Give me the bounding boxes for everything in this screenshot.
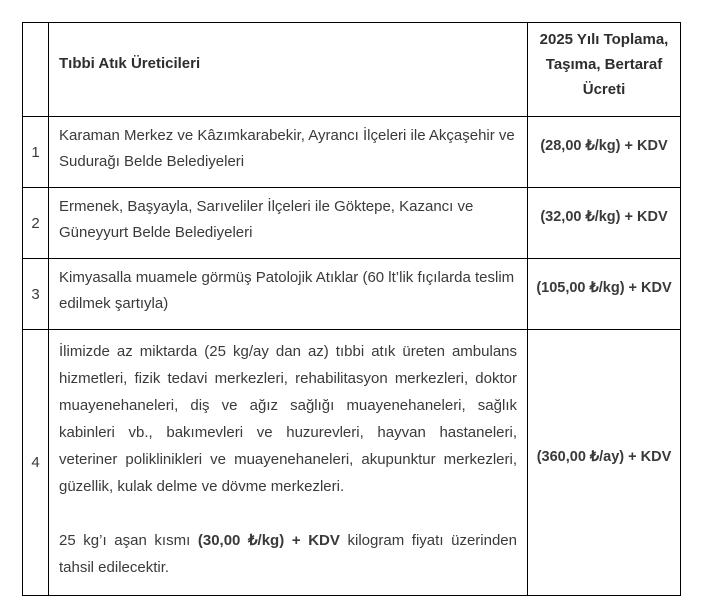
table-row <box>23 117 681 188</box>
row-description: Ermenek, Başyayla, Sarıveliler İlçeleri ile Göktepe, Kazancı ve Güneyyurt Belde Belediyeleri <box>49 188 528 259</box>
row4-paragraph-small-producers: İlimizde az miktarda (25 kg/ay dan az) tıbbi atık üreten ambulans hizmetleri, fizik tedavi merkezleri, rehabilitasyon merkezleri, doktor muayenehaneleri, diş ve ağız sağlığı muayenehaneleri, sağlık kabinleri vb., bakımevleri ve huzurevleri, hayvan hastaneleri, veteriner poliklinikleri ve muayenehaneleri, akupunktur merkezleri, güzellik, kulak delme ve dövme merkezleri. <box>59 343 517 495</box>
row-fee: (32,00 ₺/kg) + KDV <box>528 188 681 259</box>
row-number: 1 <box>23 117 49 188</box>
header-row <box>23 23 681 117</box>
row-number: 2 <box>23 188 49 259</box>
table-row <box>23 259 681 330</box>
header-number-cell <box>23 23 49 117</box>
row-description <box>49 330 528 596</box>
row-description: Kimyasalla muamele görmüş Patolojik Atıklar (60 lt’lik fıçılarda teslim edilmek şartıyla) <box>49 259 528 330</box>
excess-prefix-text: 25 kg’ı aşan kısmı <box>59 532 198 549</box>
table-row <box>23 330 681 596</box>
excess-fee-bold: (30,00 ₺/kg) + KDV <box>197 532 340 549</box>
row-fee: (105,00 ₺/kg) + KDV <box>528 259 681 330</box>
excess-suffix-text: kilogram fiyatı üzerinden tahsil edilecektir. <box>59 532 517 576</box>
row-number: 3 <box>23 259 49 330</box>
medical-waste-fee-table <box>22 22 681 596</box>
row-number: 4 <box>23 330 49 596</box>
header-producer-cell: Tıbbi Atık Üreticileri <box>49 23 528 117</box>
row-description: Karaman Merkez ve Kâzımkarabekir, Ayrancı İlçeleri ile Akçaşehir ve Sudurağı Belde Belediyeleri <box>49 117 528 188</box>
header-fee-cell: 2025 Yılı Toplama, Taşıma, Bertaraf Ücreti <box>528 23 681 117</box>
table-row <box>23 188 681 259</box>
row-fee: (28,00 ₺/kg) + KDV <box>528 117 681 188</box>
row-fee: (360,00 ₺/ay) + KDV <box>528 330 681 596</box>
row4-paragraph-excess <box>59 527 517 581</box>
